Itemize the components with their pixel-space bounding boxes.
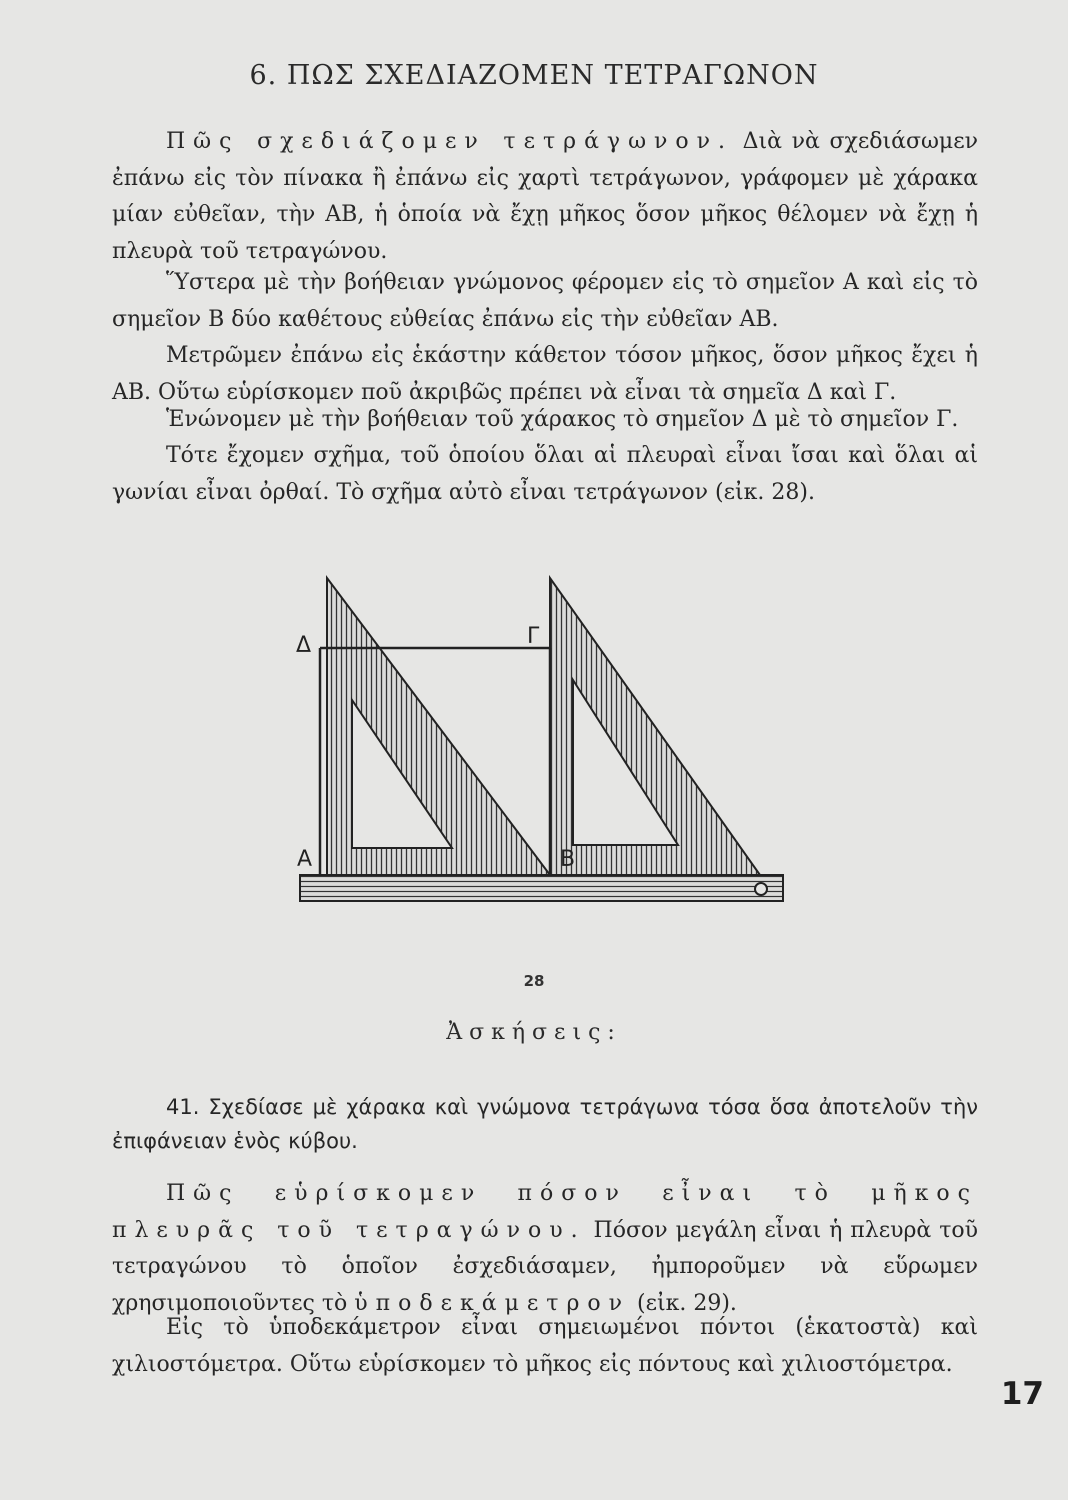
page-number: 17 bbox=[1000, 1376, 1044, 1412]
paragraph-4: Ἑνώνομεν μὲ τὴν βοήθειαν τοῦ χάρακος τὸ σημεῖον Δ μὲ τὸ σημεῖον Γ. bbox=[166, 407, 959, 432]
label-gamma: Γ bbox=[527, 624, 540, 649]
section-2-paragraph-2: Εἰς τὸ ὑποδεκάμετρον εἶναι σημειωμένοι πόντοι (ἑκατοστὰ) καὶ χιλιοστόμετρα. Οὕτω εὑρίσκομεν τὸ μῆκος εἰς πόντους καὶ χιλιοστόμετρα. bbox=[112, 1315, 978, 1377]
section-2-text-a: Πόσον μεγάλη εἶναι ἡ πλευρὰ τοῦ τετραγώνου τὸ ὁποῖον ἐσχεδιάσαμεν, ἠμποροῦμεν νὰ εὕρωμεν χρησιμοποιοῦντες τὸ bbox=[112, 1217, 979, 1316]
label-alpha: Α bbox=[297, 847, 313, 872]
ruler bbox=[300, 875, 783, 901]
paragraph-3: Μετρῶμεν ἐπάνω εἰς ἑκάστην κάθετον τόσον μῆκος, ὅσον μῆκος ἔχει ἡ ΑΒ. Οὕτω εὑρίσκομεν ποῦ ἀκριβῶς πρέπει νὰ εἶναι τὰ σημεῖα Δ καὶ Γ. bbox=[112, 343, 978, 405]
section-2-paragraph-1 bbox=[112, 1176, 978, 1322]
section-2-heading: Πῶς εὑρίσκομεν πόσον εἶναι τὸ μῆκος πλευρᾶς τοῦ τετραγώνου. bbox=[112, 1181, 978, 1243]
page-title: 6. ΠΩΣ ΣΧΕΔΙΑΖΟΜΕΝ ΤΕΤΡΑΓΩΝΟΝ bbox=[249, 60, 819, 91]
label-beta: Β bbox=[560, 847, 576, 872]
figure-caption: 28 bbox=[523, 972, 545, 990]
ruler-hole bbox=[755, 883, 767, 895]
paragraph-2: Ὕστερα μὲ τὴν βοήθειαν γνώμονος φέρομεν εἰς τὸ σημεῖον Α καὶ εἰς τὸ σημεῖον Β δύο καθέτους εὐθείας ἐπάνω εἰς τὴν εὐθεῖαν ΑΒ. bbox=[112, 270, 978, 332]
section-2-term: ὑποδεκάμετρον bbox=[354, 1290, 631, 1316]
section-heading: Πῶς σχεδιάζομεν τετράγωνον. bbox=[166, 129, 734, 154]
paragraph-text: Διὰ νὰ σχεδιάσωμεν ἐπάνω εἰς τὸν πίνακα ἢ ἐπάνω εἰς χαρτὶ τετράγωνον, γράφομεν μὲ χάρακα μίαν εὐθεῖαν, τὴν ΑΒ, ἡ ὁποία νὰ ἔχῃ μῆκος ὅσον μῆκος θέλομεν νὰ ἔχῃ ἡ πλευρὰ τοῦ τετραγώνου. bbox=[112, 129, 978, 264]
right-set-square bbox=[550, 578, 760, 875]
exercise-41: 41. Σχεδίασε μὲ χάρακα καὶ γνώμονα τετράγωνα τόσα ὅσα ἀποτελοῦν τὴν ἐπιφάνειαν ἑνὸς κύβου. bbox=[112, 1095, 978, 1153]
section-2-text-c: (εἰκ. 29). bbox=[637, 1290, 737, 1316]
left-set-square bbox=[327, 578, 550, 875]
paragraph-5: Τότε ἔχομεν σχῆμα, τοῦ ὁποίου ὅλαι αἱ πλευραὶ εἶναι ἴσαι καὶ ὅλαι αἱ γωνίαι εἶναι ὀρθαί. Τὸ σχῆμα αὐτὸ εἶναι τετράγωνον (εἰκ. 28). bbox=[112, 443, 978, 505]
label-delta: Δ bbox=[296, 633, 312, 658]
exercises-heading: Ἀσκήσεις: bbox=[446, 1020, 622, 1045]
